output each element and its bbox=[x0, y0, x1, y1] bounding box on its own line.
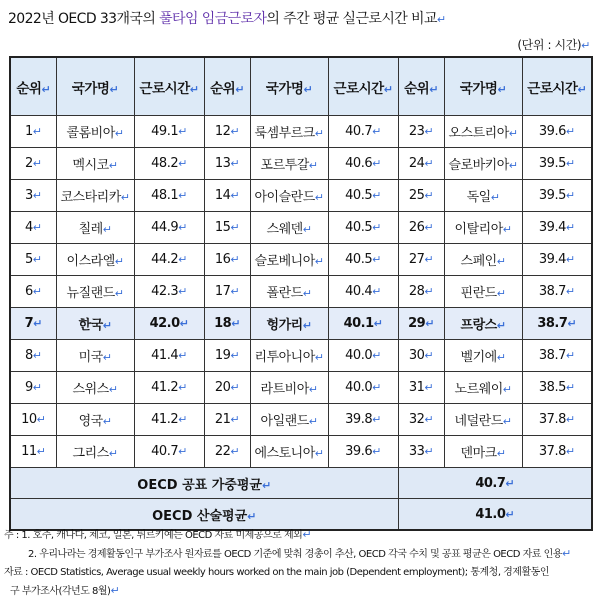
hours-cell: 37.8↵ bbox=[522, 404, 592, 436]
column-header: 근로시간↵ bbox=[522, 57, 592, 116]
table-row bbox=[10, 436, 592, 468]
hours-cell: 40.1↵ bbox=[328, 308, 398, 340]
rank-cell: 11↵ bbox=[10, 436, 56, 468]
country-cell: 오스트리아↵ bbox=[444, 116, 522, 148]
table-row bbox=[10, 276, 592, 308]
source-line-2: 구 부가조사(각년도 8월)↵ bbox=[10, 584, 120, 597]
hours-cell: 39.6↵ bbox=[522, 116, 592, 148]
footnotes bbox=[4, 526, 598, 601]
summary-label: OECD 산술평균↵ bbox=[10, 499, 398, 531]
rank-cell: 27↵ bbox=[398, 244, 444, 276]
hours-cell: 48.1↵ bbox=[134, 180, 204, 212]
table-row bbox=[10, 404, 592, 436]
rank-cell: 24↵ bbox=[398, 148, 444, 180]
table-row bbox=[10, 212, 592, 244]
country-cell: 노르웨이↵ bbox=[444, 372, 522, 404]
hours-cell: 38.7↵ bbox=[522, 276, 592, 308]
rank-cell: 26↵ bbox=[398, 212, 444, 244]
summary-value: 41.0↵ bbox=[398, 499, 592, 531]
rank-cell: 28↵ bbox=[398, 276, 444, 308]
country-cell: 리투아니아↵ bbox=[250, 340, 328, 372]
country-cell: 뉴질랜드↵ bbox=[56, 276, 134, 308]
country-cell: 에스토니아↵ bbox=[250, 436, 328, 468]
table-row bbox=[10, 244, 592, 276]
hours-cell: 48.2↵ bbox=[134, 148, 204, 180]
paragraph-mark-icon: ↵ bbox=[436, 13, 446, 26]
rank-cell: 16↵ bbox=[204, 244, 250, 276]
rank-cell: 14↵ bbox=[204, 180, 250, 212]
rank-cell: 10↵ bbox=[10, 404, 56, 436]
rank-cell: 31↵ bbox=[398, 372, 444, 404]
rank-cell: 4↵ bbox=[10, 212, 56, 244]
document-title bbox=[8, 8, 598, 28]
country-cell: 아일랜드↵ bbox=[250, 404, 328, 436]
rank-cell: 6↵ bbox=[10, 276, 56, 308]
hours-cell: 38.7↵ bbox=[522, 308, 592, 340]
hours-cell: 40.5↵ bbox=[328, 180, 398, 212]
column-header: 근로시간↵ bbox=[134, 57, 204, 116]
column-header: 순위↵ bbox=[204, 57, 250, 116]
rank-cell: 32↵ bbox=[398, 404, 444, 436]
summary-row-weighted-average bbox=[10, 468, 592, 499]
country-cell: 콜롬비아↵ bbox=[56, 116, 134, 148]
country-cell: 독일↵ bbox=[444, 180, 522, 212]
column-header: 근로시간↵ bbox=[328, 57, 398, 116]
hours-cell: 39.8↵ bbox=[328, 404, 398, 436]
country-cell: 이탈리아↵ bbox=[444, 212, 522, 244]
hours-cell: 40.6↵ bbox=[328, 148, 398, 180]
country-cell: 핀란드↵ bbox=[444, 276, 522, 308]
rank-cell: 30↵ bbox=[398, 340, 444, 372]
country-cell: 스웨덴↵ bbox=[250, 212, 328, 244]
title-highlight-fulltime: 풀타임 bbox=[159, 11, 198, 27]
hours-cell: 40.0↵ bbox=[328, 372, 398, 404]
country-cell: 헝가리↵ bbox=[250, 308, 328, 340]
country-cell: 아이슬란드↵ bbox=[250, 180, 328, 212]
table-row bbox=[10, 116, 592, 148]
country-cell: 한국↵ bbox=[56, 308, 134, 340]
country-cell: 코스타리카↵ bbox=[56, 180, 134, 212]
table-row bbox=[10, 372, 592, 404]
country-cell: 미국↵ bbox=[56, 340, 134, 372]
hours-cell: 39.5↵ bbox=[522, 180, 592, 212]
rank-cell: 18↵ bbox=[204, 308, 250, 340]
hours-cell: 40.4↵ bbox=[328, 276, 398, 308]
hours-cell: 44.2↵ bbox=[134, 244, 204, 276]
country-cell: 칠레↵ bbox=[56, 212, 134, 244]
hours-cell: 42.0↵ bbox=[134, 308, 204, 340]
country-cell: 영국↵ bbox=[56, 404, 134, 436]
country-cell: 스위스↵ bbox=[56, 372, 134, 404]
hours-cell: 39.5↵ bbox=[522, 148, 592, 180]
rank-cell: 7↵ bbox=[10, 308, 56, 340]
rank-cell: 17↵ bbox=[204, 276, 250, 308]
hours-cell: 39.6↵ bbox=[328, 436, 398, 468]
rank-cell: 20↵ bbox=[204, 372, 250, 404]
rank-cell: 3↵ bbox=[10, 180, 56, 212]
paragraph-mark-icon: ↵ bbox=[581, 39, 590, 52]
column-header: 국가명↵ bbox=[56, 57, 134, 116]
country-cell: 덴마크↵ bbox=[444, 436, 522, 468]
rank-cell: 25↵ bbox=[398, 180, 444, 212]
column-header: 국가명↵ bbox=[250, 57, 328, 116]
country-cell: 슬로베니아↵ bbox=[250, 244, 328, 276]
note-1: 주 : 1. 호주, 캐나다, 체코, 일본, 튀르키예는 OECD 자료 미제공으로 제외↵ bbox=[4, 528, 312, 541]
hours-cell: 41.4↵ bbox=[134, 340, 204, 372]
hours-table bbox=[9, 56, 593, 531]
rank-cell: 33↵ bbox=[398, 436, 444, 468]
hours-cell: 39.4↵ bbox=[522, 244, 592, 276]
hours-cell: 39.4↵ bbox=[522, 212, 592, 244]
rank-cell: 1↵ bbox=[10, 116, 56, 148]
country-cell: 벨기에↵ bbox=[444, 340, 522, 372]
hours-cell: 42.3↵ bbox=[134, 276, 204, 308]
country-cell: 스페인↵ bbox=[444, 244, 522, 276]
hours-cell: 40.0↵ bbox=[328, 340, 398, 372]
title-highlight-wage-workers: 임금근로자 bbox=[201, 11, 267, 27]
rank-cell: 9↵ bbox=[10, 372, 56, 404]
rank-cell: 5↵ bbox=[10, 244, 56, 276]
table-row bbox=[10, 148, 592, 180]
hours-cell: 49.1↵ bbox=[134, 116, 204, 148]
country-cell: 멕시코↵ bbox=[56, 148, 134, 180]
hours-cell: 44.9↵ bbox=[134, 212, 204, 244]
hours-cell: 38.7↵ bbox=[522, 340, 592, 372]
note-2: 2. 우리나라는 경제활동인구 부가조사 원자료를 OECD 기준에 맞춰 경총이 추산, OECD 각국 수치 및 공표 평균은 OECD 자료 인용↵ bbox=[28, 547, 571, 560]
country-cell: 슬로바키아↵ bbox=[444, 148, 522, 180]
rank-cell: 15↵ bbox=[204, 212, 250, 244]
country-cell: 그리스↵ bbox=[56, 436, 134, 468]
country-cell: 이스라엘↵ bbox=[56, 244, 134, 276]
rank-cell: 21↵ bbox=[204, 404, 250, 436]
hours-cell: 38.5↵ bbox=[522, 372, 592, 404]
rank-cell: 23↵ bbox=[398, 116, 444, 148]
column-header: 순위↵ bbox=[10, 57, 56, 116]
country-cell: 폴란드↵ bbox=[250, 276, 328, 308]
country-cell: 포르투갈↵ bbox=[250, 148, 328, 180]
unit-label: (단위 : 시간)↵ bbox=[517, 38, 590, 52]
rank-cell: 13↵ bbox=[204, 148, 250, 180]
column-header: 순위↵ bbox=[398, 57, 444, 116]
hours-cell: 40.5↵ bbox=[328, 212, 398, 244]
hours-cell: 40.7↵ bbox=[134, 436, 204, 468]
table-row bbox=[10, 308, 592, 340]
rank-cell: 2↵ bbox=[10, 148, 56, 180]
rank-cell: 8↵ bbox=[10, 340, 56, 372]
title-part-3: 의 주간 평균 실근로시간 비교 bbox=[266, 11, 437, 27]
table-header-row bbox=[10, 57, 592, 116]
source-line-1: 자료 : OECD Statistics, Average usual weekly hours worked on the main job (Dependent employment); 통계청, 경제활동인 bbox=[4, 567, 549, 578]
country-cell: 룩셈부르크↵ bbox=[250, 116, 328, 148]
country-cell: 네덜란드↵ bbox=[444, 404, 522, 436]
title-part-1: 2022년 OECD 33개국의 bbox=[8, 11, 160, 27]
hours-cell: 41.2↵ bbox=[134, 404, 204, 436]
summary-label: OECD 공표 가중평균↵ bbox=[10, 468, 398, 499]
table-row bbox=[10, 180, 592, 212]
rank-cell: 19↵ bbox=[204, 340, 250, 372]
country-cell: 라트비아↵ bbox=[250, 372, 328, 404]
table-row bbox=[10, 340, 592, 372]
rank-cell: 29↵ bbox=[398, 308, 444, 340]
rank-cell: 12↵ bbox=[204, 116, 250, 148]
hours-cell: 37.8↵ bbox=[522, 436, 592, 468]
summary-value: 40.7↵ bbox=[398, 468, 592, 499]
hours-cell: 40.5↵ bbox=[328, 244, 398, 276]
rank-cell: 22↵ bbox=[204, 436, 250, 468]
hours-cell: 41.2↵ bbox=[134, 372, 204, 404]
column-header: 국가명↵ bbox=[444, 57, 522, 116]
hours-cell: 40.7↵ bbox=[328, 116, 398, 148]
country-cell: 프랑스↵ bbox=[444, 308, 522, 340]
